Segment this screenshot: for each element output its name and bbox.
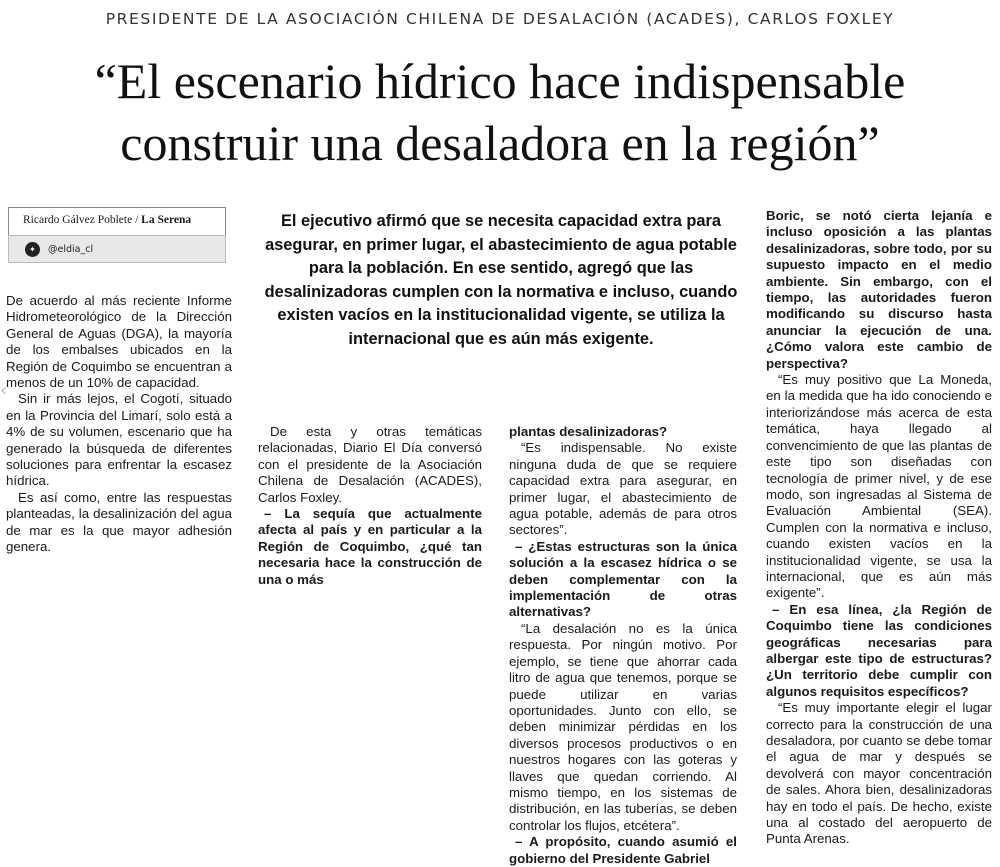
question: – A propósito, cuando asumió el gobierno del Presidente Gabriel bbox=[509, 834, 737, 866]
headline-line-2: construir una desaladora en la región” bbox=[120, 115, 880, 171]
answer: “Es muy positivo que La Moneda, en la medida que ha ido conociendo e interiorizándose más acerca de esta temática, haya llegado al convencimiento de que las plantas de este tipo son diseñadas con tecnología de primer nivel, y de ese modo, son ingresadas al Sistema de Evaluación Ambiental (SEA). Cumplen con la normativa e incluso, cuando existen vacíos en la institucionalidad vigente, se usa la internacional, que es aún más exigente”. bbox=[766, 372, 992, 601]
column-3 bbox=[509, 424, 737, 867]
column-1 bbox=[6, 293, 232, 556]
byline-separator: / bbox=[132, 214, 142, 226]
byline-box bbox=[8, 207, 226, 277]
chevron-left-icon[interactable]: ‹ bbox=[0, 380, 8, 401]
headline bbox=[0, 50, 1000, 174]
question-continued: plantas desalinizadoras? bbox=[509, 424, 668, 439]
paragraph: Sin ir más lejos, el Cogotí, situado en la Provincia del Limarí, solo está a 4% de su volumen, escenario que ha generado la búsqueda de diferentes soluciones para enfrentar la escasez hídrica. bbox=[6, 391, 232, 489]
column-2 bbox=[258, 424, 482, 588]
paragraph: De esta y otras temáticas relacionadas, Diario El Día conversó con el presidente de la Asociación Chilena de Desalación (ACADES), Carlos Foxley. bbox=[258, 424, 482, 505]
byline-social-row bbox=[8, 235, 226, 263]
question: – En esa línea, ¿la Región de Coquimbo tiene las condiciones geográficas necesarias para albergar este tipo de estructuras? ¿Un territorio debe cumplir con algunos requisitos específicos? bbox=[766, 601, 992, 699]
lead-paragraph: El ejecutivo afirmó que se necesita capacidad extra para asegurar, en primer lugar, el abastecimiento de agua potable para la población. En ese sentido, agregó que las desalinizadoras cumplen con la normativa e incluso, cuando existen vacíos en la institucionalidad vigente, se utiliza la internacional que es aún más exigente. bbox=[264, 212, 738, 348]
column-4 bbox=[766, 208, 992, 848]
question-continued: Boric, se notó cierta lejanía e incluso oposición a las plantas desalinizadoras, sobre todo, por su supuesto impacto en el medio ambiente. Sin embargo, con el tiempo, las autoridades fueron modificando su discurso hasta anunciar la ejecución de una. ¿Cómo valora este cambio de perspectiva? bbox=[766, 208, 992, 371]
twitter-handle[interactable]: @eldia_cl bbox=[48, 243, 94, 255]
byline-author-row bbox=[8, 207, 226, 235]
answer: “Es indispensable. No existe ninguna duda de que se requiere capacidad extra para asegurar, en primer lugar, el abastecimiento de agua potable, además de para otros sectores”. bbox=[509, 440, 737, 538]
paragraph: Es así como, entre las respuestas planteadas, la desalinización del agua de mar es la que mayor adhesión genera. bbox=[6, 489, 232, 555]
question: – La sequía que actualmente afecta al país y en particular a la Región de Coquimbo, ¿qué tan necesaria hace la construcción de una o más bbox=[258, 506, 482, 587]
paragraph: De acuerdo al más reciente Informe Hidrometeorológico de la Dirección General de Aguas (DGA), la mayoría de los embalses ubicados en la Región de Coquimbo se encuentran a menos de un 10% de capacidad. bbox=[6, 293, 232, 391]
byline-location: La Serena bbox=[141, 214, 192, 226]
headline-line-1: “El escenario hídrico hace indispensable bbox=[94, 53, 906, 109]
kicker: PRESIDENTE DE LA ASOCIACIÓN CHILENA DE DESALACIÓN (ACADES), CARLOS FOXLEY bbox=[105, 10, 895, 28]
question: – ¿Estas estructuras son la única solución a la escasez hídrica o se deben complementar con la implementación de otras alternativas? bbox=[509, 538, 737, 620]
author-name: Ricardo Gálvez Poblete bbox=[23, 214, 133, 226]
twitter-bird-icon: ✦ bbox=[25, 242, 40, 257]
answer: “Es muy importante elegir el lugar correcto para la construcción de una desaladora, por cuanto se debe tomar el agua de mar y después se devolverá con mayor concentración de sales. Ahora bien, desalinizadoras hay en todo el país. De hecho, existe una al costado del aeropuerto de Punta Arenas. bbox=[766, 700, 992, 847]
answer: “La desalación no es la única respuesta. Por ningún motivo. Por ejemplo, se tiene que ahorrar cada litro de agua que tenemos, porque se puede utilizar en varias oportunidades. Junto con ello, se deben minimizar pérdidas en los diversos procesos productivos o en nuestros hogares con las goteras y llaves que quedan corriendo. Al mismo tiempo, en los sistemas de distribución, en las tuberías, se deben controlar los flujos, etcétera”. bbox=[509, 620, 737, 833]
